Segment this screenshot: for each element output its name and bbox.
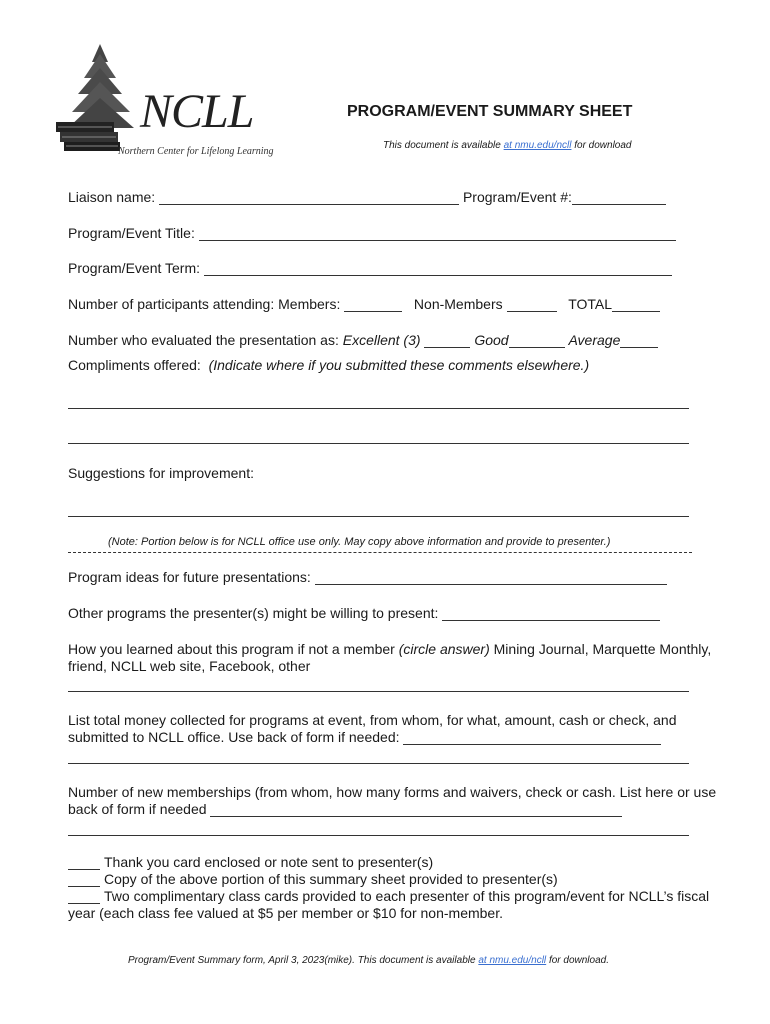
checklist-item [68, 888, 732, 922]
learned-text-a: How you learned about this program if not a member [68, 641, 395, 657]
money-text: List total money collected for programs at event, from whom, for what, amount, cash or check, and submitted to NCLL office. Use back of form if needed: [68, 712, 677, 745]
compliments-row [68, 357, 589, 373]
learned-hint: (circle answer) [398, 641, 490, 657]
good-label: Good [474, 332, 509, 348]
nonmembers-label: Non-Members [413, 296, 503, 312]
participants-row [68, 296, 660, 312]
availability-link[interactable]: at nmu.edu/ncll [503, 140, 572, 151]
money-paragraph [68, 712, 732, 746]
other-programs-field[interactable] [442, 606, 660, 621]
good-field[interactable] [509, 333, 565, 348]
members-label: Number of participants attending: Members: [68, 296, 341, 312]
total-field[interactable] [612, 297, 660, 312]
excellent-label: Excellent (3) [342, 332, 421, 348]
footer-suffix: for download. [548, 955, 609, 966]
checklist-text: Thank you card enclosed or note sent to presenter(s) [104, 854, 434, 870]
excellent-field[interactable] [424, 333, 470, 348]
program-number-label: Program/Event #: [462, 189, 572, 205]
liaison-label: Liaison name: [68, 189, 156, 205]
footer-link[interactable]: at nmu.edu/ncll [478, 955, 547, 966]
checklist-blank[interactable] [68, 872, 100, 887]
total-label: TOTAL [568, 296, 613, 312]
checklist-item [68, 854, 732, 871]
evaluated-row [68, 332, 658, 348]
compliments-line-1[interactable] [68, 408, 689, 409]
ideas-row [68, 569, 667, 585]
event-term-label: Program/Event Term: [68, 260, 201, 276]
average-label: Average [568, 332, 621, 348]
memberships-line[interactable] [68, 835, 689, 836]
event-title-field[interactable] [199, 226, 676, 241]
liaison-row [68, 189, 666, 205]
title-row [68, 225, 676, 241]
memberships-field[interactable] [210, 802, 622, 817]
memberships-paragraph [68, 784, 732, 818]
checklist-blank[interactable] [68, 855, 100, 870]
availability-prefix: This document is available [383, 140, 501, 151]
checklist [68, 854, 732, 922]
checklist-item [68, 871, 732, 888]
money-field[interactable] [403, 730, 661, 745]
ideas-field[interactable] [315, 570, 667, 585]
ideas-label: Program ideas for future presentations: [68, 569, 311, 585]
suggestions-line[interactable] [68, 516, 689, 517]
learned-paragraph [68, 641, 732, 675]
availability-note [383, 140, 632, 151]
logo-subtitle: Northern Center for Lifelong Learning [118, 146, 274, 157]
memberships-text: Number of new memberships (from whom, how many forms and waivers, check or cash. List here or use back of form if needed [68, 784, 717, 817]
evaluated-label: Number who evaluated the presentation as: [68, 332, 339, 348]
liaison-field[interactable] [159, 190, 459, 205]
other-programs-row [68, 605, 660, 621]
learned-line[interactable] [68, 691, 689, 692]
learned-text-b: Mining Journal, Marquette Monthly, friend, NCLL web site, Facebook, other [68, 641, 712, 674]
event-title-label: Program/Event Title: [68, 225, 195, 241]
checklist-text: Copy of the above portion of this summary sheet provided to presenter(s) [104, 871, 558, 887]
office-use-note: (Note: Portion below is for NCLL office use only. May copy above information and provide to presenter.) [108, 536, 611, 548]
checklist-text: Two complimentary class cards provided to each presenter of this program/event for NCLL’s fiscal year (each class fee valued at $5 per member or $10 for non-member. [68, 888, 710, 921]
compliments-line-2[interactable] [68, 443, 689, 444]
suggestions-label: Suggestions for improvement: [68, 465, 254, 481]
checklist-blank[interactable] [68, 889, 100, 904]
average-field[interactable] [620, 333, 658, 348]
members-field[interactable] [344, 297, 402, 312]
ncll-logo [54, 42, 274, 162]
availability-suffix: for download [574, 140, 632, 151]
logo-wordmark: NCLL [140, 85, 254, 138]
footer-prefix: Program/Event Summary form, April 3, 2023(mike). This document is available [128, 955, 476, 966]
other-programs-label: Other programs the presenter(s) might be willing to present: [68, 605, 439, 621]
footer [128, 955, 609, 966]
cut-line-divider [68, 552, 692, 553]
page-title: PROGRAM/EVENT SUMMARY SHEET [347, 103, 633, 120]
program-number-field[interactable] [572, 190, 666, 205]
nonmembers-field[interactable] [507, 297, 557, 312]
compliments-hint: (Indicate where if you submitted these comments elsewhere.) [208, 357, 590, 373]
term-row [68, 260, 672, 276]
money-line[interactable] [68, 763, 689, 764]
compliments-label: Compliments offered: [68, 357, 201, 373]
event-term-field[interactable] [204, 261, 672, 276]
